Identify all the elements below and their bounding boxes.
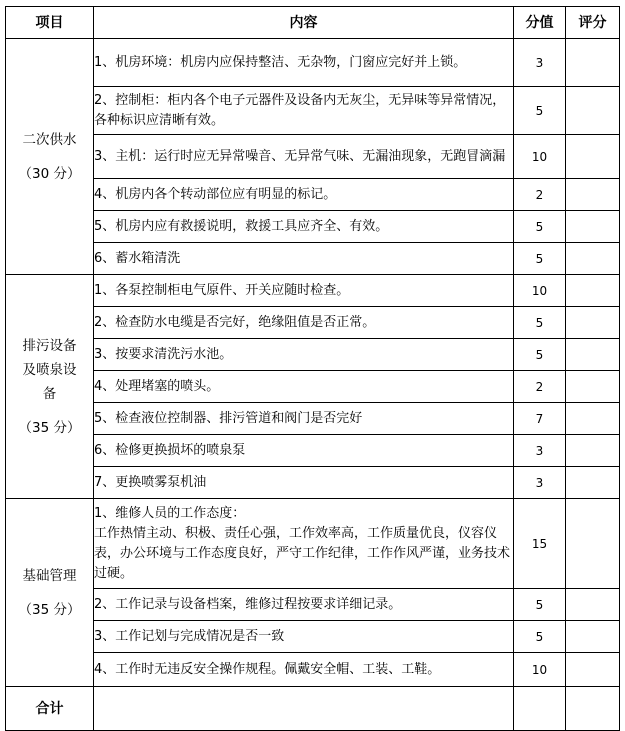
item-content: 1、各泵控制柜电气原件、开关应随时检查。 <box>94 275 514 307</box>
table-row <box>6 467 620 499</box>
item-score: 10 <box>514 275 566 307</box>
category-secondary-water <box>6 39 94 275</box>
item-score: 3 <box>514 39 566 87</box>
table-row <box>6 339 620 371</box>
item-rating-cell[interactable] <box>566 87 620 135</box>
header-rating: 评分 <box>566 7 620 39</box>
category-basic-management <box>6 499 94 687</box>
item-rating-cell[interactable] <box>566 653 620 687</box>
item-score: 5 <box>514 243 566 275</box>
header-item: 项目 <box>6 7 94 39</box>
evaluation-table <box>5 6 620 731</box>
item-score: 5 <box>514 339 566 371</box>
item-score: 10 <box>514 135 566 179</box>
table-row <box>6 621 620 653</box>
item-rating-cell[interactable] <box>566 339 620 371</box>
item-rating-cell[interactable] <box>566 179 620 211</box>
item-content: 2、工作记录与设备档案，维修过程按要求详细记录。 <box>94 589 514 621</box>
item-content: 1、机房环境：机房内应保持整洁、无杂物，门窗应完好并上锁。 <box>94 39 514 87</box>
table-row <box>6 243 620 275</box>
item-content: 4、工作时无违反安全操作规程。佩戴安全帽、工装、工鞋。 <box>94 653 514 687</box>
item-rating-cell[interactable] <box>566 211 620 243</box>
item-score: 5 <box>514 589 566 621</box>
item-rating-cell[interactable] <box>566 435 620 467</box>
item-rating-cell[interactable] <box>566 371 620 403</box>
category-drainage-fountain <box>6 275 94 499</box>
total-label: 合计 <box>6 687 94 731</box>
table-row <box>6 87 620 135</box>
item-content: 2、控制柜：柜内各个电子元器件及设备内无灰尘，无异味等异常情况，各种标识应清晰有效。 <box>94 87 514 135</box>
item-rating-cell[interactable] <box>566 307 620 339</box>
category-points: （30 分） <box>18 165 81 182</box>
table-row <box>6 371 620 403</box>
item-score: 15 <box>514 499 566 589</box>
item-score: 3 <box>514 435 566 467</box>
header-score: 分值 <box>514 7 566 39</box>
table-row <box>6 499 620 589</box>
table-row <box>6 135 620 179</box>
table-row <box>6 307 620 339</box>
header-row <box>6 7 620 39</box>
item-content: 4、机房内各个转动部位应有明显的标记。 <box>94 179 514 211</box>
table-row <box>6 211 620 243</box>
category-name: 二次供水 <box>22 131 77 148</box>
table-row <box>6 39 620 87</box>
total-score-cell <box>514 687 566 731</box>
category-points: （35 分） <box>18 601 81 618</box>
item-rating-cell[interactable] <box>566 467 620 499</box>
table-row <box>6 435 620 467</box>
item-rating-cell[interactable] <box>566 275 620 307</box>
item-rating-cell[interactable] <box>566 403 620 435</box>
item-content: 6、蓄水箱清洗 <box>94 243 514 275</box>
item-score: 2 <box>514 371 566 403</box>
item-content: 5、检查液位控制器、排污管道和阀门是否完好 <box>94 403 514 435</box>
item-score: 2 <box>514 179 566 211</box>
item-content: 7、更换喷雾泵机油 <box>94 467 514 499</box>
category-name: 基础管理 <box>22 567 77 584</box>
item-score: 7 <box>514 403 566 435</box>
table-body <box>6 39 620 731</box>
total-rating-cell <box>566 687 620 731</box>
table-row <box>6 589 620 621</box>
item-score: 5 <box>514 307 566 339</box>
item-content: 3、主机：运行时应无异常噪音、无异常气味、无漏油现象，无跑冒滴漏 <box>94 135 514 179</box>
item-rating-cell[interactable] <box>566 243 620 275</box>
footer-total-row <box>6 687 620 731</box>
category-points: （35 分） <box>18 419 81 436</box>
item-content: 3、工作记划与完成情况是否一致 <box>94 621 514 653</box>
total-content-cell <box>94 687 514 731</box>
item-content: 3、按要求清洗污水池。 <box>94 339 514 371</box>
category-name: 排污设备及喷泉设备 <box>22 337 77 402</box>
header-content: 内容 <box>94 7 514 39</box>
table-row <box>6 403 620 435</box>
item-rating-cell[interactable] <box>566 499 620 589</box>
item-score: 3 <box>514 467 566 499</box>
item-score: 5 <box>514 211 566 243</box>
table-row <box>6 653 620 687</box>
table-row <box>6 179 620 211</box>
table-row <box>6 275 620 307</box>
item-score: 5 <box>514 87 566 135</box>
item-content: 1、维修人员的工作态度： 工作热情主动、积极、责任心强，工作效率高，工作质量优良，仪容仪表，办公环境与工作态度良好，严守工作纪律，工作作风严谨，业务技术过硬。 <box>94 499 514 589</box>
item-score: 5 <box>514 621 566 653</box>
item-score: 10 <box>514 653 566 687</box>
item-rating-cell[interactable] <box>566 589 620 621</box>
item-rating-cell[interactable] <box>566 135 620 179</box>
item-content: 5、机房内应有救援说明，救援工具应齐全、有效。 <box>94 211 514 243</box>
item-rating-cell[interactable] <box>566 621 620 653</box>
item-content: 4、处理堵塞的喷头。 <box>94 371 514 403</box>
item-content: 2、检查防水电缆是否完好，绝缘阻值是否正常。 <box>94 307 514 339</box>
item-content: 6、检修更换损坏的喷泉泵 <box>94 435 514 467</box>
item-rating-cell[interactable] <box>566 39 620 87</box>
